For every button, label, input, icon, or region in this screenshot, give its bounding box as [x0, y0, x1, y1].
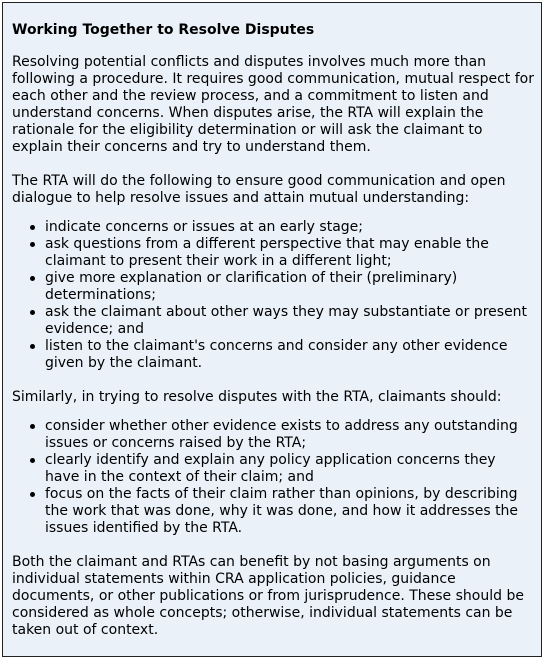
section-title: Working Together to Resolve Disputes [12, 22, 315, 38]
intro-paragraph: Resolving potential conflicts and disputes involves much more than following a procedure. It requires good communication, mutual respect for each other and the review process, and a commitment to listen and understand concerns. When disputes arise, the RTA will explain the rationale for the eligibility determination or will ask the claimant to explain their concerns and try to understand them. [12, 54, 534, 155]
list-item [45, 236, 534, 270]
list-item [45, 270, 534, 304]
rta-intro-paragraph: The RTA will do the following to ensure good communication and open dialogue to help resolve issues and attain mutual understanding: [12, 173, 506, 206]
list-item-text: ask questions from a different perspective that may enable the claimant to present their work in a different light; [45, 236, 489, 269]
bullet-icon [30, 344, 35, 349]
list-item-text: indicate concerns or issues at an early stage; [45, 219, 363, 235]
claimant-actions-list [12, 418, 534, 537]
list-item [45, 452, 534, 486]
list-item [45, 418, 534, 452]
list-item-text: ask the claimant about other ways they may substantiate or present evidence; and [45, 304, 528, 337]
bullet-icon [30, 458, 35, 463]
list-item-text: give more explanation or clarification of their (preliminary) determinations; [45, 270, 458, 303]
bullet-icon [30, 225, 35, 230]
rta-actions-list [12, 219, 534, 372]
list-item-text: consider whether other evidence exists to address any outstanding issues or concerns raised by the RTA; [45, 418, 518, 451]
list-item [45, 338, 534, 372]
bullet-icon [30, 310, 35, 315]
list-item [45, 486, 534, 537]
claimant-intro-paragraph: Similarly, in trying to resolve disputes with the RTA, claimants should: [12, 389, 502, 405]
bullet-icon [30, 492, 35, 497]
bullet-icon [30, 424, 35, 429]
info-box [2, 2, 542, 657]
list-item-text: listen to the claimant's concerns and consider any other evidence given by the claimant. [45, 338, 508, 371]
list-item [45, 219, 534, 236]
bullet-icon [30, 242, 35, 247]
list-item-text: focus on the facts of their claim rather than opinions, by describing the work that was done, why it was done, and how it addresses the issues identified by the RTA. [45, 486, 519, 536]
bullet-icon [30, 276, 35, 281]
list-item-text: clearly identify and explain any policy application concerns they have in the context of their claim; and [45, 452, 496, 485]
list-item [45, 304, 534, 338]
closing-paragraph: Both the claimant and RTAs can benefit by not basing arguments on individual statements within CRA application policies, guidance documents, or other publications or from jurisprudence. These should be considered as whole concepts; otherwise, individual statements can be taken out of context. [12, 554, 524, 638]
